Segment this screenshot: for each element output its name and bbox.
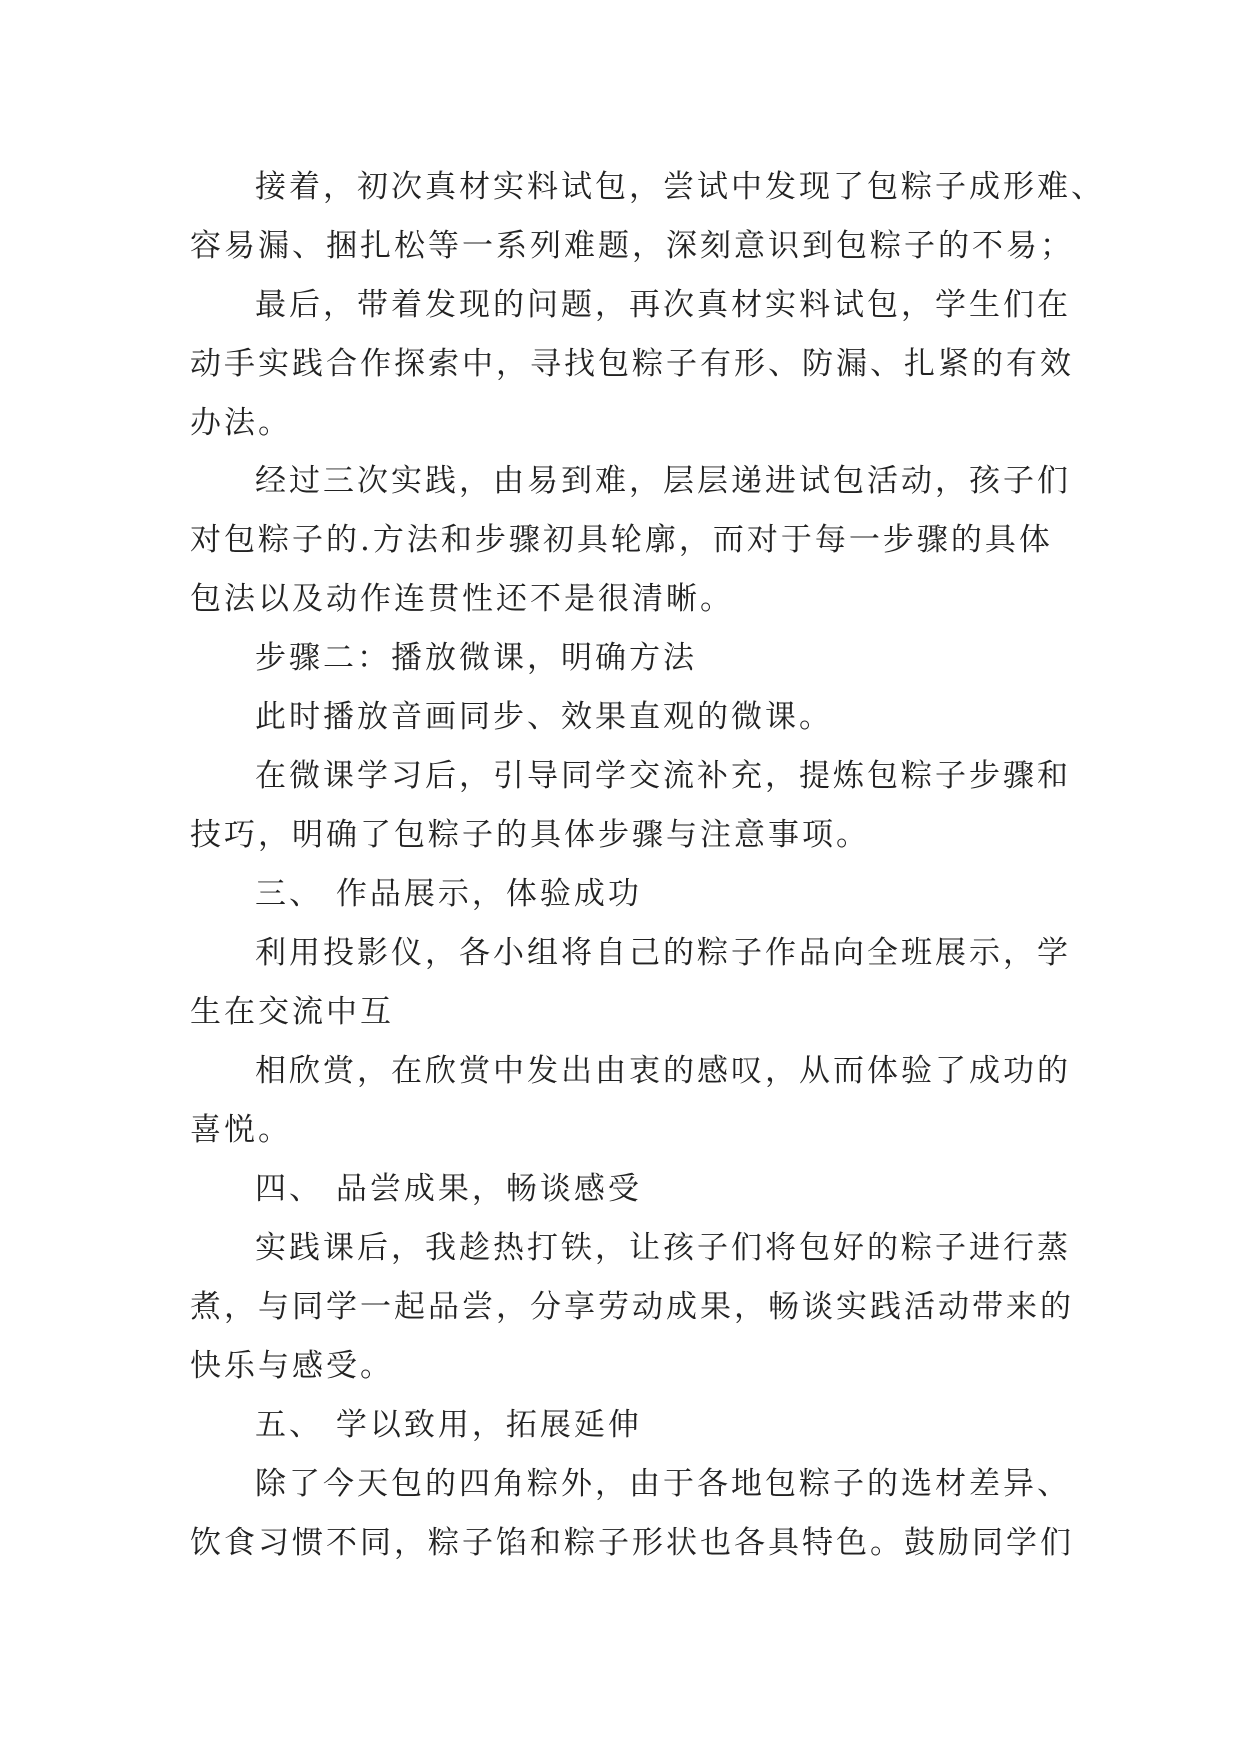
paragraph-line: 办法。 (190, 405, 292, 441)
paragraph-line: 除了今天包的四角粽外，由于各地包粽子的选材差异、 (255, 1466, 1071, 1502)
section-heading: 四、 品尝成果，畅谈感受 (255, 1171, 642, 1207)
paragraph-line: 技巧，明确了包粽子的具体步骤与注意事项。 (190, 817, 870, 853)
paragraph-line: 包法以及动作连贯性还不是很清晰。 (190, 581, 734, 617)
paragraph-line: 此时播放音画同步、效果直观的微课。 (255, 699, 833, 735)
paragraph-line: 最后，带着发现的问题，再次真材实料试包，学生们在 (255, 287, 1071, 323)
paragraph-line: 经过三次实践，由易到难，层层递进试包活动，孩子们 (255, 463, 1071, 499)
paragraph-line: 快乐与感受。 (190, 1348, 394, 1384)
paragraph-line: 接着，初次真材实料试包，尝试中发现了包粽子成形难、 (255, 169, 1105, 205)
paragraph-line: 在微课学习后，引导同学交流补充，提炼包粽子步骤和 (255, 758, 1071, 794)
section-heading: 三、 作品展示，体验成功 (255, 876, 642, 912)
paragraph-line: 生在交流中互 (190, 994, 394, 1030)
section-heading: 步骤二：播放微课，明确方法 (255, 640, 697, 676)
paragraph-line: 相欣赏，在欣赏中发出由衷的感叹，从而体验了成功的 (255, 1053, 1071, 1089)
paragraph-line: 对包粽子的.方法和步骤初具轮廓，而对于每一步骤的具体 (190, 522, 1053, 558)
paragraph-line: 喜悦。 (190, 1112, 292, 1148)
paragraph-line: 动手实践合作探索中，寻找包粽子有形、防漏、扎紧的有效 (190, 346, 1074, 382)
paragraph-line: 利用投影仪，各小组将自己的粽子作品向全班展示，学 (255, 935, 1071, 971)
section-heading: 五、 学以致用，拓展延伸 (255, 1407, 642, 1443)
paragraph-line: 容易漏、捆扎松等一系列难题，深刻意识到包粽子的不易； (190, 228, 1074, 264)
paragraph-line: 实践课后，我趁热打铁，让孩子们将包好的粽子进行蒸 (255, 1230, 1071, 1266)
paragraph-line: 饮食习惯不同，粽子馅和粽子形状也各具特色。鼓励同学们 (190, 1525, 1074, 1561)
paragraph-line: 煮，与同学一起品尝，分享劳动成果，畅谈实践活动带来的 (190, 1289, 1074, 1325)
